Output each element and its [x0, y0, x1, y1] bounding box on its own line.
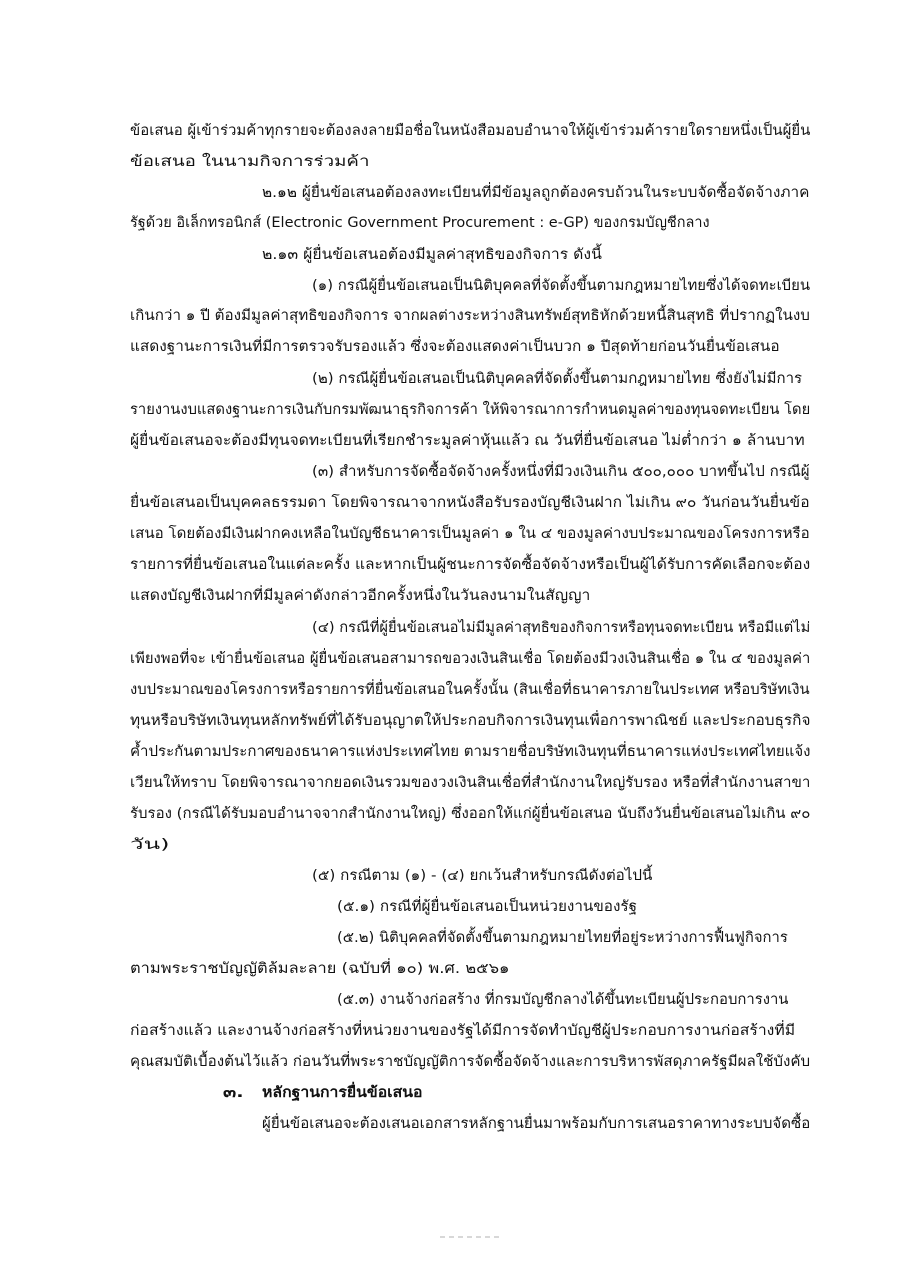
- text-line: ๒.๑๓ ผู้ยื่นข้อเสนอต้องมีมูลค่าสุทธิของกิจการ ดังนี้: [262, 247, 602, 263]
- text-line: ผู้ยื่นข้อเสนอจะต้องมีทุนจดทะเบียนที่เรียกชำระมูลค่าหุ้นแล้ว ณ วันที่ยื่นข้อเสนอ ไม่ต่ำกว่า ๑ ล้านบาท: [130, 433, 805, 449]
- text-line: (๕.๑) กรณีที่ผู้ยื่นข้อเสนอเป็นหน่วยงานของรัฐ: [337, 899, 638, 915]
- text-line: ผู้ยื่นข้อเสนอจะต้องเสนอเอกสารหลักฐานยื่นมาพร้อมกับการเสนอราคาทางระบบจัดซื้อ: [262, 1116, 811, 1132]
- text-line: เวียนให้ทราบ โดยพิจารณาจากยอดเงินรวมของวงเงินสินเชื่อที่สำนักงานใหญ่รับรอง หรือที่สำนักงานสาขา: [130, 775, 811, 791]
- text-line: ค้ำประกันตามประกาศของธนาคารแห่งประเทศไทย ตามรายชื่อบริษัทเงินทุนที่ธนาคารแห่งประเทศไทยแจ้ง: [130, 744, 811, 760]
- text-line: วัน): [130, 837, 170, 853]
- text-line: เสนอ โดยต้องมีเงินฝากคงเหลือในบัญชีธนาคารเป็นมูลค่า ๑ ใน ๔ ของมูลค่างบประมาณของโครงการหรือ: [130, 526, 810, 542]
- text-line: รัฐด้วย อิเล็กทรอนิกส์ (Electronic Government Procurement : e-GP) ของกรมบัญชีกลาง: [130, 215, 710, 231]
- text-line: รับรอง (กรณีได้รับมอบอำนาจจากสำนักงานใหญ่) ซึ่งออกให้แก่ผู้ยื่นข้อเสนอ นับถึงวันยื่นข้อเสนอไม่เกิน ๙๐: [130, 806, 811, 822]
- text-line: รายการที่ยื่นข้อเสนอในแต่ละครั้ง และหากเป็นผู้ชนะการจัดซื้อจัดจ้างหรือเป็นผู้ได้รับการคัดเลือกจะต้อง: [130, 557, 811, 573]
- text-line: แสดงบัญชีเงินฝากที่มีมูลค่าดังกล่าวอีกครั้งหนึ่งในวันลงนามในสัญญา: [130, 588, 591, 604]
- footer-divider: [440, 1236, 500, 1238]
- text-line: เกินกว่า ๑ ปี ต้องมีมูลค่าสุทธิของกิจการ จากผลต่างระหว่างสินทรัพย์สุทธิหักด้วยหนี้สินสุทธิ ที่ปรากฏในงบ: [130, 308, 810, 324]
- text-line: ยื่นข้อเสนอเป็นบุคคลธรรมดา โดยพิจารณาจากหนังสือรับรองบัญชีเงินฝาก ไม่เกิน ๙๐ วันก่อนวันยื่นข้อ: [130, 495, 810, 511]
- text-line: ทุนหรือบริษัทเงินทุนหลักทรัพย์ที่ได้รับอนุญาตให้ประกอบกิจการเงินทุนเพื่อการพาณิชย์ และประกอบธุรกิจ: [130, 713, 811, 729]
- text-line: แสดงฐานะการเงินที่มีการตรวจรับรองแล้ว ซึ่งจะต้องแสดงค่าเป็นบวก ๑ ปีสุดท้ายก่อนวันยื่นข้อเสนอ: [130, 339, 780, 355]
- section-heading: หลักฐานการยื่นข้อเสนอ: [262, 1085, 423, 1101]
- text-line: (๕) กรณีตาม (๑) - (๔) ยกเว้นสำหรับกรณีดังต่อไปนี้: [312, 868, 653, 884]
- text-line: งบประมาณของโครงการหรือรายการที่ยื่นข้อเสนอในครั้งนั้น (สินเชื่อที่ธนาคารภายในประเทศ หรือบริษัทเงิน: [130, 682, 810, 698]
- text-line: ก่อสร้างแล้ว และงานจ้างก่อสร้างที่หน่วยงานของรัฐได้มีการจัดทำบัญชีผู้ประกอบการงานก่อสร้างที่มี: [130, 1023, 796, 1039]
- text-line: ข้อเสนอ ผู้เข้าร่วมค้าทุกรายจะต้องลงลายมือชื่อในหนังสือมอบอำนาจให้ผู้เข้าร่วมค้ารายใดรายหนึ่งเป็นผู้ยื่น: [130, 123, 811, 139]
- text-line: คุณสมบัติเบื้องต้นไว้แล้ว ก่อนวันที่พระราชบัญญัติการจัดซื้อจัดจ้างและการบริหารพัสดุภาครัฐมีผลใช้บังคับ: [130, 1054, 811, 1070]
- text-line: ๒.๑๒ ผู้ยื่นข้อเสนอต้องลงทะเบียนที่มีข้อมูลถูกต้องครบถ้วนในระบบจัดซื้อจัดจ้างภาค: [262, 185, 810, 201]
- text-line: ตามพระราชบัญญัติล้มละลาย (ฉบับที่ ๑๐) พ.ศ. ๒๕๖๑: [130, 961, 510, 977]
- section-number: ๓.: [223, 1085, 244, 1101]
- text-line: (๓) สำหรับการจัดซื้อจัดจ้างครั้งหนึ่งที่มีวงเงินเกิน ๕๐๐,๐๐๐ บาทขึ้นไป กรณีผู้: [312, 464, 810, 480]
- text-line: (๔) กรณีที่ผู้ยื่นข้อเสนอไม่มีมูลค่าสุทธิของกิจการหรือทุนจดทะเบียน หรือมีแต่ไม่: [312, 620, 811, 636]
- text-line: (๕.๓) งานจ้างก่อสร้าง ที่กรมบัญชีกลางได้ขึ้นทะเบียนผู้ประกอบการงาน: [337, 992, 789, 1008]
- text-line: (๒) กรณีผู้ยื่นข้อเสนอเป็นนิติบุคคลที่จัดตั้งขึ้นตามกฎหมายไทย ซึ่งยังไม่มีการ: [312, 371, 803, 387]
- text-line: เพียงพอที่จะ เข้ายื่นข้อเสนอ ผู้ยื่นข้อเสนอสามารถขอวงเงินสินเชื่อ โดยต้องมีวงเงินสินเชื่อ ๑ ใน ๔ ของมูลค่า: [130, 651, 811, 667]
- text-line: ข้อเสนอ ในนามกิจการร่วมค้า: [130, 154, 370, 170]
- text-line: รายงานงบแสดงฐานะการเงินกับกรมพัฒนาธุรกิจการค้า ให้พิจารณาการกำหนดมูลค่าของทุนจดทะเบียน โดย: [130, 402, 811, 418]
- text-line: (๕.๒) นิติบุคคลที่จัดตั้งขึ้นตามกฎหมายไทยที่อยู่ระหว่างการฟื้นฟูกิจการ: [337, 930, 788, 946]
- text-line: (๑) กรณีผู้ยื่นข้อเสนอเป็นนิติบุคคลที่จัดตั้งขึ้นตามกฎหมายไทยซึ่งได้จดทะเบียน: [312, 278, 810, 294]
